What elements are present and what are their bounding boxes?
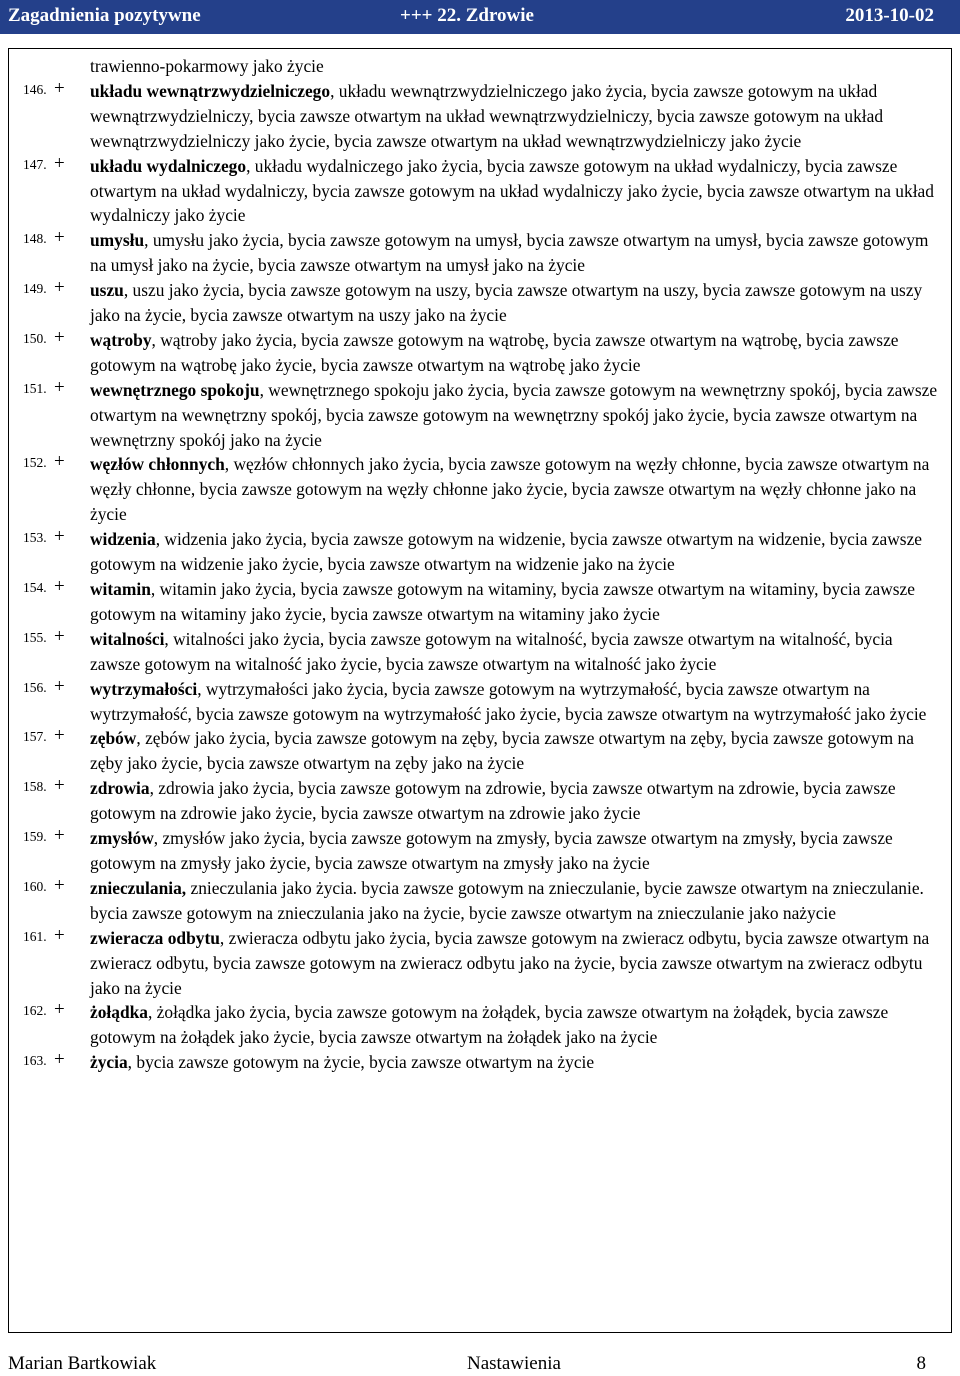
entry-keyword: życia <box>90 1052 128 1073</box>
entry-keyword: uszu <box>90 280 124 301</box>
plus-sign: + <box>54 277 65 299</box>
list-item <box>9 826 951 876</box>
entry-keyword: zdrowia <box>90 778 150 799</box>
plus-sign: + <box>54 576 65 598</box>
entry-description: , umysłu jako życia, bycia zawsze gotowym na umysł, bycia zawsze otwartym na umysł, bycia zawsze gotowym na umysł jako na życie, bycia zawsze otwartym na umysł jako na życie <box>90 230 929 276</box>
entry-text <box>90 776 945 826</box>
entry-description: , uszu jako życia, bycia zawsze gotowym na uszy, bycia zawsze otwartym na uszy, bycia zawsze gotowym na uszy jako na życie, bycia zawsze otwartym na uszy jako na życie <box>90 280 923 326</box>
entry-keyword: wewnętrznego spokoju <box>90 379 260 400</box>
entry-description: , witamin jako życia, bycia zawsze gotowym na witaminy, bycia zawsze otwartym na witaminy, bycia zawsze gotowym na witaminy jako życie, bycia zawsze otwartym na witaminy jako życie <box>90 579 915 624</box>
plus-sign: + <box>54 825 65 847</box>
entry-description: , zębów jako życia, bycia zawsze gotowym na zęby, bycia zawsze otwartym na zęby, bycia zawsze gotowym na zęby jako życie, bycia zawsze otwartym na zęby jako na życie <box>90 728 914 774</box>
document-body <box>8 48 952 1333</box>
entry-keyword: żołądka <box>90 1002 148 1023</box>
entry-keyword: zmysłów <box>90 828 154 849</box>
list-item <box>9 876 951 926</box>
entry-keyword: wytrzymałości <box>90 678 198 699</box>
entry-number: 160. <box>23 878 47 894</box>
entry-description: , żołądka jako życia, bycia zawsze gotowym na żołądek, bycia zawsze otwartym na żołądek, bycia zawsze gotowym na żołądek jako życie, bycia zawsze otwartym na żołądek jako na życie <box>90 1002 889 1048</box>
plus-sign: + <box>54 874 65 896</box>
plus-sign: + <box>54 625 65 647</box>
entry-description: , zwieracza odbytu jako życia, bycia zawsze gotowym na zwieracz odbytu, bycia zawsze otwartym na zwieracz odbytu, bycia zawsze gotowym na zwieracz odbytu jako na życie, bycia zawsze otwartym na zwieracz odbytu jako na życie <box>90 927 930 998</box>
footer-author: Marian Bartkowiak <box>8 1353 157 1374</box>
list-item <box>9 154 951 229</box>
entry-description: , układu wewnątrzwydzielniczego jako życia, bycia zawsze gotowym na układ wewnątrzwydzielniczy, bycia zawsze otwartym na układ wewnątrzwydzielniczy, bycia zawsze gotowym na układ wewnątrzwydzielniczy jako życie, bycia zawsze otwartym na układ wewnątrzwydzielniczy jako życie <box>90 80 884 151</box>
entry-text <box>90 577 945 627</box>
list-item <box>9 278 951 328</box>
list-item <box>9 1050 951 1075</box>
entry-text <box>90 79 945 154</box>
footer-title: Nastawienia <box>467 1353 561 1374</box>
list-item <box>9 328 951 378</box>
entry-description: , układu wydalniczego jako życia, bycia zawsze gotowym na układ wydalniczy, bycia zawsze otwartym na układ wydalniczy, bycia zawsze gotowym na układ wydalniczy jako życie, bycia zawsze otwartym na układ wydalniczy jako życie <box>90 155 934 226</box>
entry-description: , bycia zawsze gotowym na życie, bycia zawsze otwartym na życie <box>127 1052 595 1073</box>
entry-number: 158. <box>23 779 47 795</box>
list-item <box>9 1000 951 1050</box>
entry-keyword: widzenia <box>90 529 156 550</box>
entry-number: 156. <box>23 679 47 695</box>
entry-number: 149. <box>23 281 47 297</box>
entry-text <box>90 1000 945 1050</box>
plus-sign: + <box>54 326 65 348</box>
entry-text <box>90 378 945 453</box>
entry-text <box>90 328 945 378</box>
entry-keyword: węzłów chłonnych <box>90 454 225 475</box>
plus-sign: + <box>54 924 65 946</box>
entry-keyword: umysłu <box>90 230 145 251</box>
entry-text <box>90 154 945 229</box>
entry-description: znieczulania jako życia. bycia zawsze gotowym na znieczulanie, bycie zawsze otwartym na znieczulanie. bycia zawsze gotowym na znieczulania jako na życie, bycie zawsze otwartym na znieczulanie jako nażycie <box>90 877 924 923</box>
entry-keyword: witalności <box>90 628 165 649</box>
entry-keyword: wątroby <box>90 329 152 350</box>
entry-keyword: zwieracza odbytu <box>90 927 220 948</box>
entry-text <box>90 926 945 1001</box>
entry-text <box>90 452 945 527</box>
entry-description: , węzłów chłonnych jako życia, bycia zawsze gotowym na węzły chłonne, bycia zawsze otwartym na węzły chłonne, bycia zawsze gotowym na węzły chłonne jako życie, bycia zawsze otwartym na węzły chłonne jako na życie <box>90 454 930 525</box>
entry-keyword: zębów <box>90 728 137 749</box>
entry-list <box>9 54 951 1075</box>
continuation-text: trawienno-pokarmowy jako życie <box>90 56 324 76</box>
entry-description: , witalności jako życia, bycia zawsze gotowym na witalność, bycia zawsze otwartym na witalność, bycia zawsze gotowym na witalność jako życie, bycia zawsze otwartym na witalność jako życie <box>90 628 893 674</box>
list-item <box>9 79 951 154</box>
entry-description: , wątroby jako życia, bycia zawsze gotowym na wątrobę, bycia zawsze otwartym na wątrobę, bycia zawsze gotowym na wątrobę jako życie, bycia zawsze otwartym na wątrobę jako życie <box>90 329 899 375</box>
header-title: Zagadnienia pozytywne <box>8 5 201 26</box>
plus-sign: + <box>54 675 65 697</box>
entry-number: 163. <box>23 1053 47 1069</box>
plus-sign: + <box>54 152 65 174</box>
entry-number: 161. <box>23 928 47 944</box>
entry-text <box>90 1050 945 1075</box>
entry-number: 159. <box>23 829 47 845</box>
entry-text <box>90 826 945 876</box>
entry-text <box>90 278 945 328</box>
plus-sign: + <box>54 227 65 249</box>
list-item <box>9 677 951 727</box>
entry-number: 154. <box>23 580 47 596</box>
list-item <box>9 452 951 527</box>
list-item <box>9 726 951 776</box>
entry-description: , widzenia jako życia, bycia zawsze gotowym na widzenie, bycia zawsze otwartym na widzenie, bycia zawsze gotowym na widzenie jako życie, bycia zawsze otwartym na widzenie jako na życie <box>90 529 923 575</box>
entry-number: 153. <box>23 530 47 546</box>
plus-sign: + <box>54 526 65 548</box>
entry-text <box>90 677 945 727</box>
header-section: +++ 22. Zdrowie <box>400 5 534 26</box>
plus-sign: + <box>54 999 65 1021</box>
entry-description: , wewnętrznego spokoju jako życia, bycia zawsze gotowym na wewnętrzny spokój, bycia zawsze otwartym na wewnętrzny spokój, bycia zawsze gotowym na wewnętrzny spokój jako życie, bycia zawsze otwartym na wewnętrzny spokój jako na życie <box>90 379 938 450</box>
plus-sign: + <box>54 1049 65 1071</box>
entry-number: 146. <box>23 81 47 97</box>
entry-text <box>90 876 945 926</box>
entry-text <box>90 726 945 776</box>
entry-text <box>90 527 945 577</box>
entry-description: , zmysłów jako życia, bycia zawsze gotowym na zmysły, bycia zawsze otwartym na zmysły, bycia zawsze gotowym na zmysły jako życie, bycia zawsze otwartym na zmysły jako na życie <box>90 828 893 873</box>
plus-sign: + <box>54 725 65 747</box>
entry-description: , wytrzymałości jako życia, bycia zawsze gotowym na wytrzymałość, bycia zawsze otwartym na wytrzymałość, bycia zawsze gotowym na wytrzymałość jako życie, bycia zawsze otwartym na wytrzymałość jako życie <box>90 678 927 724</box>
list-item <box>9 577 951 627</box>
entry-number: 157. <box>23 729 47 745</box>
entry-number: 162. <box>23 1003 47 1019</box>
list-item <box>9 926 951 1001</box>
entry-number: 151. <box>23 380 47 396</box>
entry-keyword: układu wewnątrzwydzielniczego <box>90 80 331 101</box>
list-item <box>9 776 951 826</box>
entry-description: , zdrowia jako życia, bycia zawsze gotowym na zdrowie, bycia zawsze otwartym na zdrowie, bycia zawsze gotowym na zdrowie jako życie, bycia zawsze otwartym na zdrowie jako życie <box>90 778 896 824</box>
plus-sign: + <box>54 451 65 473</box>
entry-number: 150. <box>23 330 47 346</box>
entry-number: 155. <box>23 629 47 645</box>
entry-keyword: witamin <box>90 579 151 600</box>
entry-text <box>90 627 945 677</box>
plus-sign: + <box>54 775 65 797</box>
entry-number: 148. <box>23 231 47 247</box>
entry-number: 152. <box>23 455 47 471</box>
continuation-line <box>9 54 951 79</box>
page-number: 8 <box>916 1353 926 1374</box>
list-item <box>9 228 951 278</box>
entry-text <box>90 228 945 278</box>
plus-sign: + <box>54 376 65 398</box>
page-header <box>0 0 960 34</box>
list-item <box>9 527 951 577</box>
entry-keyword: znieczulania, <box>90 877 187 898</box>
list-item <box>9 378 951 453</box>
list-item <box>9 627 951 677</box>
entry-number: 147. <box>23 156 47 172</box>
plus-sign: + <box>54 77 65 99</box>
entry-keyword: układu wydalniczego <box>90 155 247 176</box>
header-date: 2013-10-02 <box>845 5 934 26</box>
page-footer <box>0 1353 960 1376</box>
